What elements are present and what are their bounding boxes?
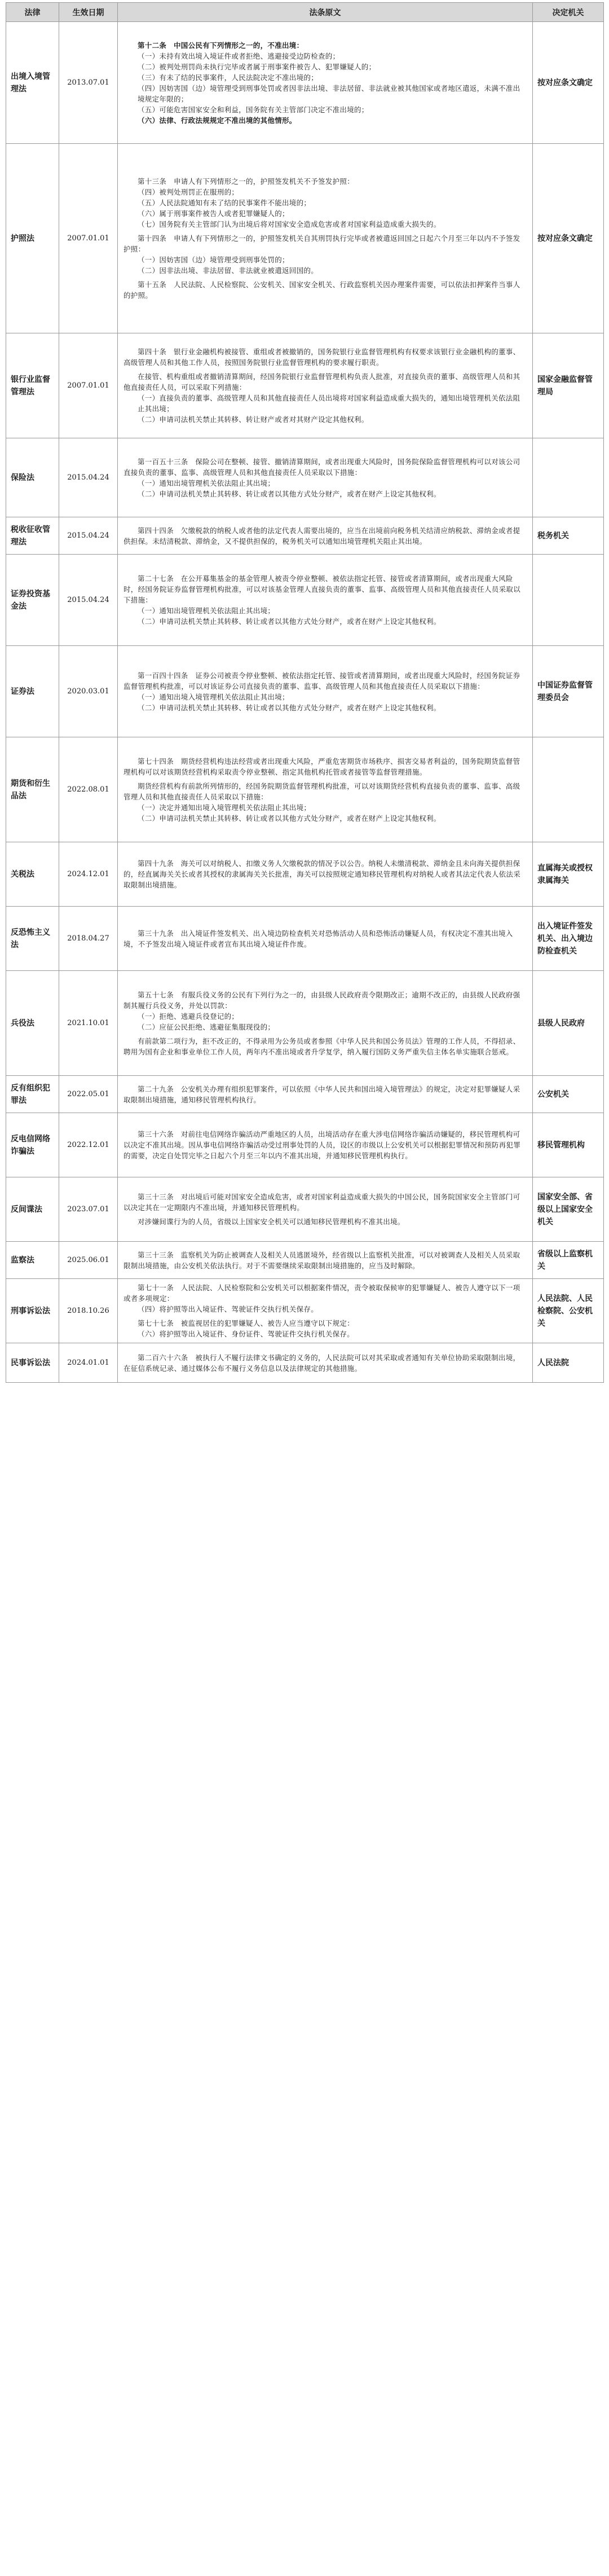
law-name: 反电信网络诈骗法	[6, 1113, 59, 1177]
article-paragraph: （四）被判处刑罚正在服刑的；	[138, 188, 239, 196]
deciding-authority: 国家金融监督管理局	[533, 333, 604, 438]
article-paragraph: （六）法律、行政法规规定不准出境的其他情形。	[138, 116, 297, 125]
article-paragraph: （一）决定并通知出境入境管理机关依法阻止其出境；	[138, 803, 311, 812]
article-text	[118, 842, 533, 907]
law-name: 护照法	[6, 144, 59, 333]
article-paragraph: 第十二条 中国公民有下列情形之一的，不准出境：	[138, 41, 304, 50]
header-law: 法律	[6, 3, 59, 22]
article-text	[118, 646, 533, 737]
article-paragraph: 第七十一条 人民法院、人民检察院和公安机关可以根据案件情况，责令被取保候审的犯罪嫌疑人、被告人遵守以下一项或者多项规定：	[123, 1283, 520, 1303]
table-row	[6, 22, 604, 144]
effective-date: 2022.12.01	[59, 1113, 118, 1177]
law-name: 关税法	[6, 842, 59, 907]
table-row	[6, 438, 604, 517]
article-paragraph: （七）国务院有关主管部门认为出境后将对国家安全造成危害或者对国家利益造成重大损失的。	[138, 220, 441, 228]
article-paragraph: （五）人民法院通知有未了结的民事案件不能出境的；	[138, 199, 311, 207]
law-name: 期货和衍生品法	[6, 737, 59, 842]
effective-date: 2023.07.01	[59, 1177, 118, 1242]
article-paragraph: （一）通知出境管理机关依法阻止其出境；	[138, 478, 275, 487]
law-name: 银行业监督管理法	[6, 333, 59, 438]
effective-date: 2024.01.01	[59, 1343, 118, 1383]
law-name: 反恐怖主义法	[6, 907, 59, 971]
article-text	[118, 144, 533, 333]
deciding-authority: 直属海关或授权隶属海关	[533, 842, 604, 907]
law-name: 反间谍法	[6, 1177, 59, 1242]
effective-date: 2015.04.24	[59, 517, 118, 555]
effective-date: 2015.04.24	[59, 555, 118, 646]
article-paragraph: 第一百四十四条 证券公司被责令停业整顿、被依法指定托管、接管或者清算期间，或者出现重大风险时，经国务院证券监督管理机构批准，可以对该证券公司直接负责的董事、监事、高级管理人员和其他直接责任人员采取以下措施：	[123, 671, 520, 691]
article-paragraph: （二）申请司法机关禁止其转移、转让或者以其他方式处分财产，或者在财产上设定其他权利。	[138, 703, 441, 712]
law-exit-restriction-table	[6, 2, 604, 1383]
table-row	[6, 517, 604, 555]
article-paragraph: 第四十九条 海关可以对纳税人、扣缴义务人欠缴税款的情况予以公告。纳税人未缴清税款、滞纳金且未向海关提供担保的，经直属海关关长或者其授权的隶属海关关长批准，海关可以按照规定通知移民管理机构对纳税人或者其法定代表人依法采取限制出境措施。	[123, 859, 521, 889]
deciding-authority: 人民法院、人民检察院、公安机关	[533, 1279, 604, 1343]
article-paragraph: （四）因妨害国（边）境管理受到刑事处罚或者因非法出境、非法居留、非法就业被其他国家或者地区遣返，未满不准出境规定年限的；	[138, 83, 520, 103]
table-row	[6, 842, 604, 907]
article-paragraph: （六）将护照等出入境证件、身份证件、驾驶证件交执行机关保存。	[138, 1330, 355, 1338]
deciding-authority: 中国证券监督管理委员会	[533, 646, 604, 737]
effective-date: 2024.12.01	[59, 842, 118, 907]
effective-date: 2007.01.01	[59, 144, 118, 333]
deciding-authority: 人民法院	[533, 1343, 604, 1383]
article-paragraph: 第七十七条 被监视居住的犯罪嫌疑人、被告人应当遵守以下规定：	[138, 1319, 355, 1327]
table-row	[6, 907, 604, 971]
article-paragraph: （一）因妨害国（边）境管理受到刑事处罚的；	[138, 256, 289, 264]
deciding-authority: 公安机关	[533, 1076, 604, 1113]
article-paragraph: （一）通知出境入境管理机关依法阻止其出境；	[138, 692, 289, 701]
deciding-authority: 按对应条文确定	[533, 144, 604, 333]
header-article-text: 法条原文	[118, 3, 533, 22]
table-body	[6, 22, 604, 1383]
table-row	[6, 971, 604, 1076]
article-paragraph: （二）申请司法机关禁止其转移、转让或者以其他方式处分财产，或者在财产上设定其他权利。	[138, 617, 441, 626]
table-row	[6, 737, 604, 842]
table-row	[6, 1113, 604, 1177]
article-paragraph: 对涉嫌间谍行为的人员，省级以上国家安全机关可以通知移民管理机构不准其出境。	[138, 1217, 405, 1226]
article-paragraph: 第四十条 银行业金融机构被接管、重组或者被撤销的，国务院银行业监督管理机构有权要求该银行业金融机构的董事、高级管理人员和其他工作人员，按照国务院银行业监督管理机构的要求履行职责。	[123, 348, 520, 367]
deciding-authority: 移民管理机构	[533, 1113, 604, 1177]
article-text	[118, 737, 533, 842]
deciding-authority: 县级人民政府	[533, 971, 604, 1076]
article-paragraph: 第十三条 申请人有下列情形之一的，护照签发机关不予签发护照：	[138, 177, 355, 186]
article-paragraph: 第三十九条 出入境证件签发机关、出入境边防检查机关对恐怖活动人员和恐怖活动嫌疑人员，有权决定不准其出境入境，不予签发出境入境证件或者宣布其出境入境证件作废。	[123, 929, 513, 948]
effective-date: 2020.03.01	[59, 646, 118, 737]
article-paragraph: （三）有未了结的民事案件，人民法院决定不准出境的；	[138, 73, 319, 82]
deciding-authority	[533, 438, 604, 517]
table-row	[6, 1177, 604, 1242]
article-paragraph: （一）通知出境管理机关依法阻止其出境；	[138, 606, 275, 615]
article-paragraph: （一）拒绝、逃避兵役登记的；	[138, 1012, 239, 1021]
article-paragraph: 第二百六十六条 被执行人不履行法律文书确定的义务的，人民法院可以对其采取或者通知有关单位协助采取限制出境，在征信系统记录、通过媒体公布不履行义务信息以及法律规定的其他措施。	[123, 1353, 520, 1373]
article-text	[118, 907, 533, 971]
effective-date: 2022.05.01	[59, 1076, 118, 1113]
deciding-authority: 税务机关	[533, 517, 604, 555]
effective-date: 2022.08.01	[59, 737, 118, 842]
deciding-authority: 国家安全部、省级以上国家安全机关	[533, 1177, 604, 1242]
table-row	[6, 333, 604, 438]
table-header	[6, 3, 604, 22]
article-paragraph: （二）申请司法机关禁止其转移、转让财产或者对其财产设定其他权利。	[138, 415, 369, 424]
law-name: 证券法	[6, 646, 59, 737]
effective-date: 2025.06.01	[59, 1242, 118, 1279]
article-paragraph: （四）将护照等出入境证件、驾驶证件交执行机关保存。	[138, 1305, 319, 1313]
effective-date: 2013.07.01	[59, 22, 118, 144]
article-paragraph: 期货经营机构有前款所列情形的，经国务院期货监督管理机构批准，可以对该期货经营机构直接负责的董事、监事、高级管理人员和其他直接责任人员采取以下措施：	[123, 781, 520, 801]
article-text	[118, 22, 533, 144]
deciding-authority: 省级以上监察机关	[533, 1242, 604, 1279]
article-paragraph: （五）可能危害国家安全和利益，国务院有关主管部门决定不准出境的；	[138, 105, 369, 114]
deciding-authority: 按对应条文确定	[533, 22, 604, 144]
law-name: 出境入境管理法	[6, 22, 59, 144]
article-paragraph: （二）应征公民拒绝、逃避征集服现役的；	[138, 1022, 275, 1031]
article-paragraph: 第二十七条 在公开募集基金的基金管理人被责令停业整顿、被依法指定托管、接管或者清算期间，或者出现重大风险时，经国务院证券监督管理机构批准，可以对该基金管理人直接负责的董事、监事、高级管理人员和其他直接责任人员采取以下措施：	[123, 574, 521, 604]
article-text	[118, 1242, 533, 1279]
article-paragraph: 第三十三条 监察机关为防止被调查人及相关人员逃匿境外，经省级以上监察机关批准，可以对被调查人及相关人员采取限制出境措施，由公安机关依法执行。对于不需要继续采取限制出境措施的，应当及时解除。	[123, 1250, 520, 1270]
article-paragraph: 第十四条 申请人有下列情形之一的，护照签发机关自其刑罚执行完毕或者被遣返回国之日起六个月至三年以内不予签发护照：	[123, 234, 520, 253]
article-paragraph: 有前款第二项行为，拒不改正的，不得录用为公务员或者参照《中华人民共和国公务员法》管理的工作人员，不得招录、聘用为国有企业和事业单位工作人员，两年内不准出境或者升学复学，纳入履行国防义务严重失信主体名单实施联合惩戒。	[123, 1036, 520, 1056]
law-name: 监察法	[6, 1242, 59, 1279]
header-row	[6, 3, 604, 22]
header-effective-date: 生效日期	[59, 3, 118, 22]
table-row	[6, 144, 604, 333]
article-paragraph: 第十五条 人民法院、人民检察院、公安机关、国家安全机关、行政监察机关因办理案件需要，可以依法扣押案件当事人的护照。	[123, 280, 520, 300]
article-paragraph: （二）申请司法机关禁止其转移、转让或者以其他方式处分财产，或者在财产上设定其他权利。	[138, 814, 441, 823]
article-text	[118, 1279, 533, 1343]
article-paragraph: 第七十四条 期货经营机构违法经营或者出现重大风险，严重危害期货市场秩序、损害交易者利益的，国务院期货监督管理机构可以对该期货经营机构采取责令停业整顿、指定其他机构托管或者接管等监督管理措施。	[123, 757, 520, 776]
article-text	[118, 1177, 533, 1242]
article-text	[118, 1343, 533, 1383]
effective-date: 2015.04.24	[59, 438, 118, 517]
article-paragraph: （二）申请司法机关禁止其转移、转让或者以其他方式处分财产，或者在财产上设定其他权利。	[138, 489, 441, 498]
article-text	[118, 517, 533, 555]
table-row	[6, 555, 604, 646]
article-text	[118, 333, 533, 438]
article-paragraph: （六）属于刑事案件被告人或者犯罪嫌疑人的；	[138, 209, 289, 218]
law-name: 刑事诉讼法	[6, 1279, 59, 1343]
article-text	[118, 1113, 533, 1177]
law-name: 保险法	[6, 438, 59, 517]
article-paragraph: （二）因非法出境、非法居留、非法就业被遣返回国的。	[138, 266, 319, 275]
article-text	[118, 1076, 533, 1113]
effective-date: 2018.04.27	[59, 907, 118, 971]
law-name: 证券投资基金法	[6, 555, 59, 646]
article-paragraph: 第五十七条 有服兵役义务的公民有下列行为之一的，由县级人民政府责令限期改正；逾期不改正的，由县级人民政府强制其履行兵役义务，并处以罚款：	[123, 990, 520, 1010]
article-paragraph: 第三十六条 对前往电信网络诈骗活动严重地区的人员，出境活动存在重大涉电信网络诈骗活动嫌疑的，移民管理机构可以决定不准其出境。因从事电信网络诈骗活动受过刑事处罚的人员，设区的市级以上公安机关可以根据犯罪情况和预防再犯罪的需要，决定自处罚完毕之日起六个月至三年以内不准其出境，并通知移民管理机构执行。	[123, 1130, 521, 1160]
law-name: 反有组织犯罪法	[6, 1076, 59, 1113]
law-name: 税收征收管理法	[6, 517, 59, 555]
effective-date: 2007.01.01	[59, 333, 118, 438]
law-name: 民事诉讼法	[6, 1343, 59, 1383]
deciding-authority: 出入境证件签发机关、出入境边防检查机关	[533, 907, 604, 971]
article-text	[118, 555, 533, 646]
deciding-authority	[533, 555, 604, 646]
table-row	[6, 646, 604, 737]
article-paragraph: 在接管、机构重组或者撤销清算期间，经国务院银行业监督管理机构负责人批准，对直接负责的董事、高级管理人员和其他直接责任人员，可以采取下列措施：	[123, 372, 520, 392]
effective-date: 2021.10.01	[59, 971, 118, 1076]
article-paragraph: 第二十九条 公安机关办理有组织犯罪案件，可以依照《中华人民共和国出境入境管理法》的规定，决定对犯罪嫌疑人采取限制出境措施，通知移民管理机构执行。	[123, 1084, 520, 1104]
deciding-authority	[533, 737, 604, 842]
law-name: 兵役法	[6, 971, 59, 1076]
article-paragraph: （二）被判处刑罚尚未执行完毕或者属于刑事案件被告人、犯罪嫌疑人的；	[138, 62, 376, 71]
effective-date: 2018.10.26	[59, 1279, 118, 1343]
article-paragraph: （一）直接负责的董事、高级管理人员和其他直接责任人员出境将对国家利益造成重大损失的，通知出境管理机关依法阻止其出境；	[138, 394, 520, 413]
table-row	[6, 1279, 604, 1343]
table-row	[6, 1242, 604, 1279]
article-paragraph: 第四十四条 欠缴税款的纳税人或者他的法定代表人需要出境的，应当在出境前向税务机关结清应纳税款、滞纳金或者提供担保。未结清税款、滞纳金，又不提供担保的，税务机关可以通知出境管理机关阻止其出境。	[123, 526, 520, 546]
article-text	[118, 971, 533, 1076]
article-paragraph: 第三十三条 对出境后可能对国家安全造成危害，或者对国家利益造成重大损失的中国公民，国务院国家安全主管部门可以决定其在一定期限内不准出境，并通知移民管理机构。	[123, 1193, 520, 1212]
table-row	[6, 1343, 604, 1383]
article-paragraph: （一）未持有效出境入境证件或者拒绝、逃避接受边防检查的；	[138, 51, 340, 60]
header-authority: 决定机关	[533, 3, 604, 22]
table-row	[6, 1076, 604, 1113]
article-paragraph: 第一百五十三条 保险公司在整顿、接管、撤销清算期间，或者出现重大风险时，国务院保险监督管理机构可以对该公司直接负责的董事、监事、高级管理人员和其他直接责任人员采取以下措施：	[123, 457, 520, 477]
article-text	[118, 438, 533, 517]
